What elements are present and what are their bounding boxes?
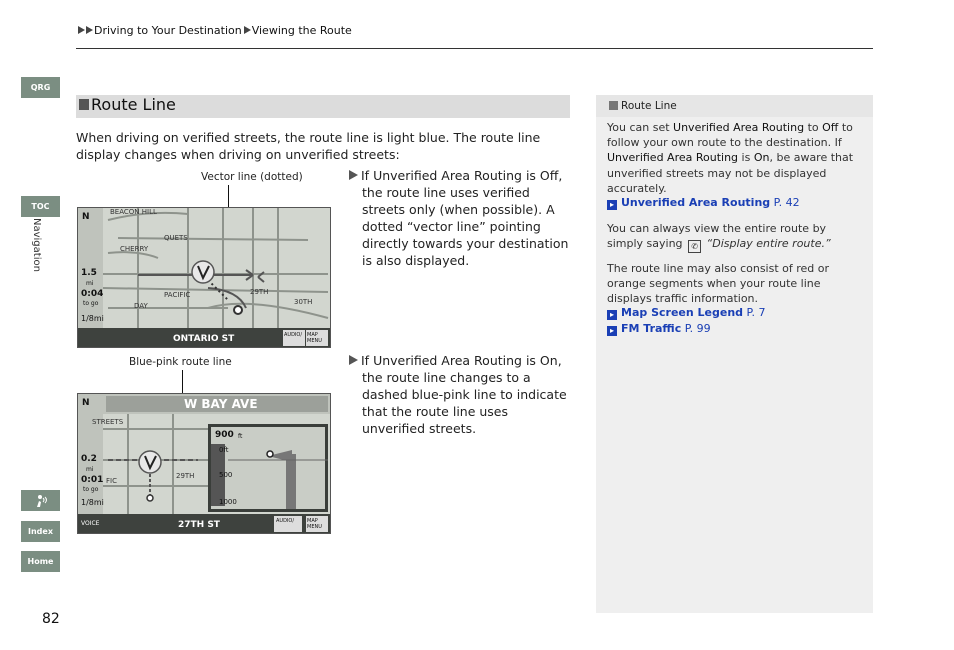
intro-text: When driving on verified streets, the route line is light blue. The route line display changes when driving on unverified streets:: [76, 130, 541, 162]
breadcrumb-arrow-icon: [244, 26, 251, 34]
time-readout: 0:01: [81, 475, 104, 485]
map-scale: 1/8mi: [81, 314, 104, 323]
map-street-label: 29TH: [176, 472, 195, 480]
maneuver-scale-label: 0ft: [219, 446, 229, 454]
current-street: 27TH ST: [178, 520, 220, 530]
maneuver-scale-label: 1000: [219, 498, 237, 506]
map-menu-button: MAP MENU: [307, 332, 322, 344]
bullet-arrow-icon: [349, 170, 358, 180]
figure2-caption: Blue-pink route line: [129, 356, 232, 368]
paragraph-routing-on: If Unverified Area Routing is On, the route line changes to a dashed blue-pink line to indicate that the route line uses unverified streets.: [362, 352, 574, 437]
breadcrumb-item[interactable]: Driving to Your Destination: [94, 24, 242, 37]
map-menu-button: MAP MENU: [307, 518, 322, 530]
sidebar-paragraph: You can always view the entire route by simply saying ✆ “Display entire route.”: [607, 222, 831, 252]
setting-name: Unverified Area Routing: [373, 353, 522, 368]
bullet-arrow-icon: [349, 355, 358, 365]
map-street-label: BEACON HILL: [110, 208, 157, 216]
maneuver-distance: 900: [215, 430, 234, 440]
compass-label: N: [82, 398, 90, 408]
link-map-screen-legend[interactable]: ▸ Map Screen Legend P. 7: [607, 305, 865, 320]
current-street: ONTARIO ST: [173, 334, 235, 344]
time-readout: 0:04: [81, 289, 104, 299]
link-arrow-icon: ▸: [607, 200, 617, 210]
map-street-label: 30TH: [294, 298, 313, 306]
breadcrumb: [78, 24, 352, 37]
distance-readout: 1.5: [81, 268, 97, 278]
toc-tab[interactable]: TOC: [21, 196, 60, 217]
map-street-label: CHERRY: [120, 245, 149, 253]
link-fm-traffic[interactable]: ▸ FM Traffic P. 99: [607, 321, 865, 336]
map-street-label: STREETS: [92, 418, 124, 426]
setting-name: Unverified Area Routing: [373, 168, 522, 183]
qrg-tab[interactable]: QRG: [21, 77, 60, 98]
voice-command-icon: [33, 494, 49, 508]
audio-button: AUDIO/: [284, 332, 303, 338]
maneuver-scale-label: 500: [219, 471, 233, 479]
breadcrumb-arrow-icon: [78, 26, 85, 34]
map-street-label: QUETS: [164, 234, 188, 242]
page-number: 82: [42, 611, 60, 627]
sidebar-title: Route Line: [609, 100, 677, 112]
header-divider: [76, 48, 873, 49]
sidebar-paragraph: You can set Unverified Area Routing to Off to follow your own route to the destination. If Unverified Area Routing is On, be aware that unverified streets may not be displayed accurately.: [607, 121, 854, 195]
map-scale: 1/8mi: [81, 498, 104, 507]
upcoming-street-label: W BAY AVE: [184, 397, 258, 411]
time-label: to go: [83, 300, 99, 307]
link-arrow-icon: ▸: [607, 310, 617, 320]
map-street-label: DAY: [134, 302, 148, 310]
voice-command-tab[interactable]: [21, 490, 60, 511]
map-screenshot-blue-pink-line: [77, 393, 331, 534]
note-square-icon: [609, 101, 618, 110]
talk-button-icon: ✆: [688, 240, 701, 253]
figure1-caption: Vector line (dotted): [201, 171, 303, 183]
maneuver-distance-unit: ft: [238, 433, 243, 440]
time-label: to go: [83, 486, 99, 493]
paragraph-routing-off: If Unverified Area Routing is Off, the route line uses verified streets only (when possible). A dotted “vector line” pointing directly towards your destination is also displayed.: [362, 167, 574, 269]
audio-button: AUDIO/: [276, 518, 295, 524]
sidebar-paragraph: The route line may also consist of red or orange segments when your route line displays traffic information.: [607, 262, 830, 306]
map-street-label: PACIFIC: [164, 291, 191, 299]
voice-button: VOICE: [81, 520, 100, 527]
compass-label: N: [82, 212, 90, 222]
link-unverified-area-routing[interactable]: ▸ Unverified Area Routing P. 42: [607, 195, 865, 210]
setting-value: On: [539, 353, 558, 368]
distance-unit: mi: [86, 466, 94, 473]
distance-unit: mi: [86, 280, 94, 287]
section-title: Route Line: [91, 95, 176, 114]
index-tab[interactable]: Index: [21, 521, 60, 542]
breadcrumb-item[interactable]: Viewing the Route: [251, 24, 352, 37]
map-street-label: FIC: [106, 477, 117, 485]
distance-readout: 0.2: [81, 454, 97, 464]
map-screenshot-vector-line: [77, 207, 331, 348]
navigation-chapter-label: Navigation: [31, 218, 42, 272]
section-bullet-icon: [79, 99, 89, 110]
setting-value: Off: [539, 168, 559, 183]
breadcrumb-arrow-icon: [86, 26, 93, 34]
home-tab[interactable]: Home: [21, 551, 60, 572]
link-arrow-icon: ▸: [607, 326, 617, 336]
map-street-label: 29TH: [250, 288, 269, 296]
